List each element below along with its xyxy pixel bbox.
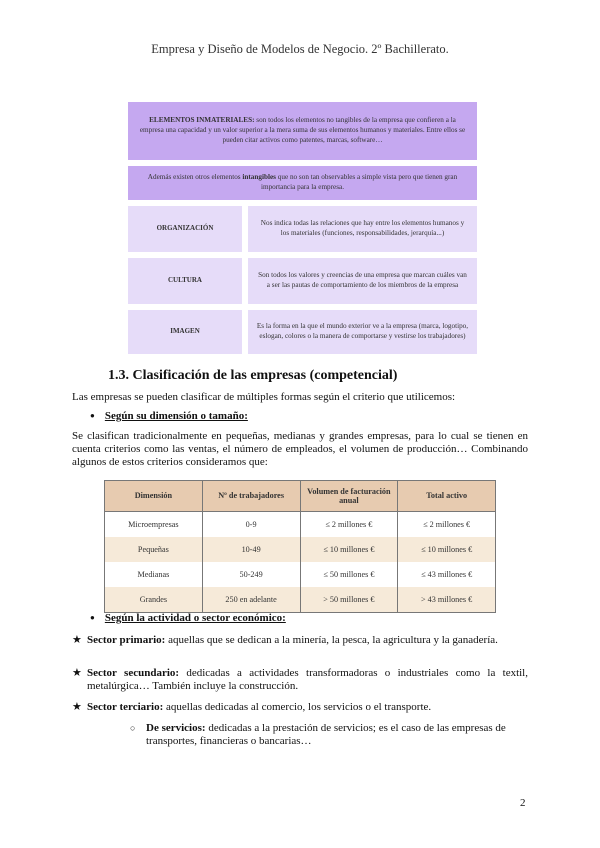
- sector-primary-item: [72, 634, 528, 647]
- sector-secondary-description: dedicadas a actividades transformadoras o industriales como la textil, metalúrgica… También incluye la construcción.: [87, 667, 528, 693]
- star-icon: ★: [72, 701, 82, 713]
- sector-tertiary-label: Sector terciario:: [87, 701, 164, 713]
- bullet-dimension: [90, 410, 248, 422]
- circle-bullet-icon: ○: [130, 723, 136, 733]
- other-intangibles-box: [128, 166, 477, 200]
- image-description: Es la forma en la que el mundo exterior ve a la empresa (marca, logotipo, eslogan, colores o la manera de comportarse y vestirse los trabajadores): [248, 310, 477, 354]
- other-intangibles-pre: Además existen otros elementos: [147, 173, 243, 182]
- services-label: De servicios:: [146, 722, 206, 734]
- bullet-dimension-label: Según su dimensión o tamaño:: [104, 410, 248, 422]
- other-intangibles-bold: intangibles: [242, 173, 276, 182]
- table-header-row: [105, 481, 496, 512]
- bullet-sector: [90, 612, 286, 624]
- table-cell: > 43 millones €: [398, 587, 496, 613]
- sector-tertiary-text: [87, 701, 528, 714]
- organization-description: Nos indica todas las relaciones que hay entre los elementos humanos y los materiales (funciones, responsabilidades, jerarquía...): [248, 206, 477, 252]
- services-sub-item: [130, 722, 528, 748]
- table-header: Dimensión: [105, 481, 203, 512]
- table-row: [105, 587, 496, 613]
- table-cell: ≤ 2 millones €: [300, 512, 398, 538]
- intangible-elements-box: [128, 102, 477, 160]
- table-header: Nº de trabajadores: [202, 481, 300, 512]
- table-cell: ≤ 50 millones €: [300, 562, 398, 587]
- image-label: IMAGEN: [128, 310, 242, 354]
- table-cell: 250 en adelante: [202, 587, 300, 613]
- table-cell: Microempresas: [105, 512, 203, 538]
- culture-description: Son todos los valores y creencias de una empresa que marcan cuáles van a ser las pautas de comportamiento de los miembros de la empresa: [248, 258, 477, 304]
- table-row: [105, 562, 496, 587]
- table-cell: ≤ 10 millones €: [398, 537, 496, 562]
- bullet-dot-icon: ●: [90, 613, 95, 622]
- sector-primary-text: [87, 634, 528, 647]
- sector-tertiary-description: aquellas dedicadas al comercio, los servicios o el transporte.: [163, 701, 432, 713]
- table-row: [105, 512, 496, 538]
- table-cell: 50-249: [202, 562, 300, 587]
- page-header: Empresa y Diseño de Modelos de Negocio. 2º Bachillerato.: [151, 42, 449, 56]
- organization-label: ORGANIZACIÓN: [128, 206, 242, 252]
- sector-secondary-item: [72, 667, 528, 693]
- sector-tertiary-item: [72, 701, 528, 714]
- table-cell: ≤ 10 millones €: [300, 537, 398, 562]
- bullet-dot-icon: ●: [90, 411, 95, 420]
- star-icon: ★: [72, 667, 82, 679]
- table-cell: > 50 millones €: [300, 587, 398, 613]
- intangible-elements-text: [138, 116, 467, 145]
- intangible-elements-label: ELEMENTOS INMATERIALES:: [149, 116, 255, 125]
- other-intangibles-post: que no son tan observables a simple vista pero que tienen gran importancia para la empresa.: [260, 173, 458, 191]
- other-intangibles-text: [138, 173, 467, 192]
- star-icon: ★: [72, 634, 82, 646]
- page-number: 2: [520, 797, 526, 809]
- sector-primary-description: aquellas que se dedican a la minería, la pesca, la agricultura y la ganadería.: [165, 634, 498, 646]
- company-size-table: [104, 480, 496, 613]
- intangible-elements-description: son todos los elementos no tangibles de la empresa que confieren a la empresa una capacidad y un valor superior a la mera suma de sus elementos humanos y materiales. Entre ellos se pueden citar activos como patentes, marcas, software…: [139, 116, 466, 144]
- dimension-paragraph: Se clasifican tradicionalmente en pequeñas, medianas y grandes empresas, para lo cual se tienen en cuenta criterios como las ventas, el número de empleados, el volumen de producción… Combinando algunos de estos criterios consideramos que:: [72, 430, 528, 469]
- table-row: [105, 537, 496, 562]
- table-cell: Pequeñas: [105, 537, 203, 562]
- services-description: dedicadas a la prestación de servicios; es el caso de las empresas de transportes, financieras o bancarias…: [146, 722, 506, 748]
- table-header: Total activo: [398, 481, 496, 512]
- sector-secondary-label: Sector secundario:: [87, 667, 180, 679]
- table-cell: Grandes: [105, 587, 203, 613]
- table-cell: 0-9: [202, 512, 300, 538]
- culture-label: CULTURA: [128, 258, 242, 304]
- table-cell: 10-49: [202, 537, 300, 562]
- bullet-sector-label: Según la actividad o sector económico:: [104, 612, 286, 624]
- table-cell: Medianas: [105, 562, 203, 587]
- sector-primary-label: Sector primario:: [87, 634, 166, 646]
- services-text: [146, 722, 528, 748]
- sector-secondary-text: [87, 667, 528, 693]
- intro-paragraph: Las empresas se pueden clasificar de múltiples formas según el criterio que utilicemos:: [72, 391, 456, 403]
- table-cell: ≤ 2 millones €: [398, 512, 496, 538]
- table-cell: ≤ 43 millones €: [398, 562, 496, 587]
- table-header: Volumen de facturación anual: [300, 481, 398, 512]
- section-title: 1.3. Clasificación de las empresas (competencial): [108, 368, 398, 383]
